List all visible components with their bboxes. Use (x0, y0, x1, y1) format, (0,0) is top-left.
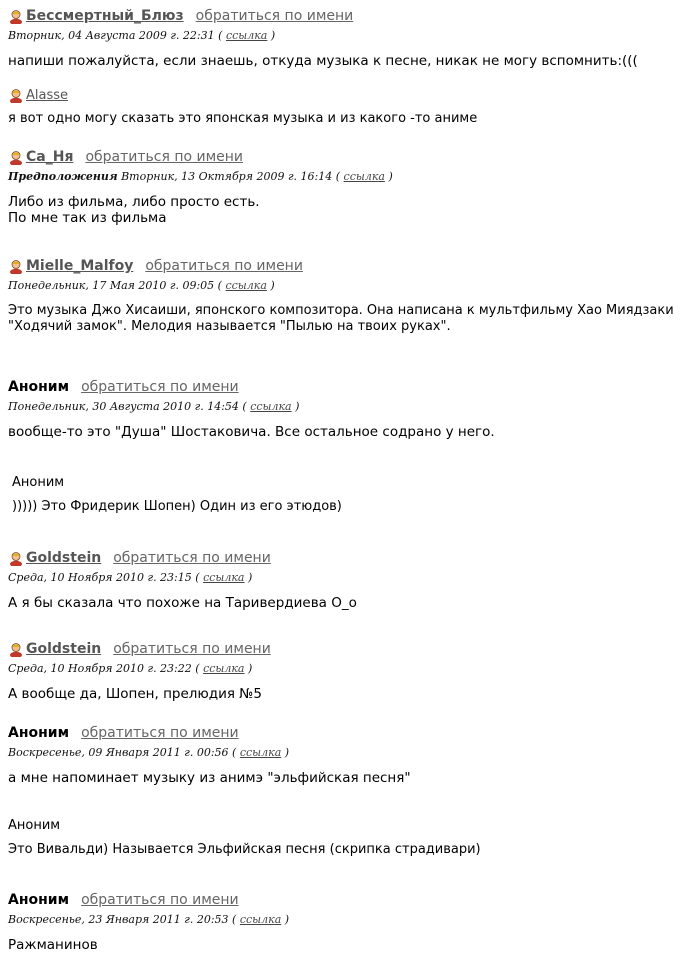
user-icon (8, 550, 24, 566)
author-name: Аноним (8, 725, 70, 741)
text-line: По мне так из фильма (8, 210, 167, 226)
comment-meta: Предположения Вторник, 13 Октября 2009 г. 16:14 ( ссылка ) (8, 170, 393, 183)
comment-date: Понедельник, 17 Мая 2010 г. 09:05 (8, 279, 215, 292)
author-link[interactable]: Бессмертный_Блюз (26, 8, 184, 24)
user-icon (8, 87, 24, 103)
comment (8, 639, 690, 702)
comment-date: Среда, 10 Ноября 2010 г. 23:22 (8, 662, 192, 675)
reply-link[interactable]: обратиться по имени (113, 550, 271, 566)
comment-meta: Воскресенье, 09 Января 2011 г. 00:56 ( ссылка ) (8, 746, 290, 759)
author-link[interactable]: Alasse (26, 87, 69, 103)
author-link[interactable]: Mielle_Malfoy (26, 258, 134, 274)
comment-text: а мне напоминает музыку из анимэ "эльфийская песня" (8, 770, 411, 786)
comment-meta: Понедельник, 30 Августа 2010 г. 14:54 ( ссылка ) (8, 400, 300, 413)
comment-date: Воскресенье, 09 Января 2011 г. 00:56 (8, 746, 229, 759)
comment-text: Это Вивальди) Называется Эльфийская песня (скрипка страдивари) (8, 842, 481, 857)
permalink[interactable]: ссылка (239, 746, 282, 759)
comment-text: ))))) Это Фридерик Шопен) Один из его этюдов) (12, 499, 342, 514)
comment (8, 818, 690, 858)
comment-date: Вторник, 04 Августа 2009 г. 22:31 (8, 29, 215, 42)
user-icon (8, 258, 24, 274)
author-name: Аноним (8, 892, 70, 908)
permalink[interactable]: ссылка (225, 29, 268, 42)
comment (12, 475, 690, 515)
reply-link[interactable]: обратиться по имени (113, 641, 271, 657)
reply-link[interactable]: обратиться по имени (85, 149, 244, 165)
comment (8, 6, 690, 69)
comment (8, 723, 690, 786)
author-name: Аноним (8, 379, 70, 395)
text-line: Это музыка Джо Хисаиши, японского композитора. Она написана к мультфильму Хао Миядзаки (8, 303, 674, 318)
author-name: Аноним (8, 818, 61, 833)
comment (8, 85, 690, 127)
reply-link[interactable]: обратиться по имени (81, 725, 239, 741)
comment-text (8, 194, 690, 226)
permalink[interactable]: ссылка (225, 279, 267, 292)
author-link[interactable]: Goldstein (26, 550, 102, 566)
comment-date: Вторник, 13 Октября 2009 г. 16:14 (121, 170, 333, 183)
permalink[interactable]: ссылка (250, 400, 292, 413)
comment (8, 377, 690, 440)
reply-link[interactable]: обратиться по имени (145, 258, 303, 274)
comment-date: Понедельник, 30 Августа 2010 г. 14:54 (8, 400, 239, 413)
comment-text: напиши пожалуйста, если знаешь, откуда музыка к песне, никак не могу вспомнить:((( (8, 53, 638, 69)
comment-date: Среда, 10 Ноября 2010 г. 23:15 (8, 571, 192, 584)
permalink[interactable]: ссылка (203, 662, 245, 675)
user-icon (8, 149, 24, 165)
comment (8, 147, 690, 226)
comment-meta: Понедельник, 17 Мая 2010 г. 09:05 ( ссылка ) (8, 279, 275, 292)
author-link[interactable]: Goldstein (26, 641, 102, 657)
comment-text (8, 303, 690, 335)
comment-meta: Среда, 10 Ноября 2010 г. 23:22 ( ссылка ) (8, 662, 253, 675)
comment (8, 256, 690, 335)
comment-text: Ражманинов (8, 937, 98, 953)
permalink[interactable]: ссылка (239, 913, 282, 926)
comment-meta: Вторник, 04 Августа 2009 г. 22:31 ( ссылка ) (8, 29, 276, 42)
comment-meta: Воскресенье, 23 Января 2011 г. 20:53 ( ссылка ) (8, 913, 290, 926)
comment-date: Воскресенье, 23 Января 2011 г. 20:53 (8, 913, 229, 926)
comment (8, 890, 690, 953)
comment-text: я вот одно могу сказать это японская музыка и из какого -то аниме (8, 111, 478, 126)
permalink[interactable]: ссылка (203, 571, 245, 584)
comment-tag: Предположения (8, 170, 118, 183)
comment-text: А я бы сказала что похоже на Таривердиева О_о (8, 595, 357, 611)
user-icon (8, 8, 24, 24)
permalink[interactable]: ссылка (343, 170, 385, 183)
comment (8, 548, 690, 611)
author-name: Аноним (12, 475, 65, 490)
reply-link[interactable]: обратиться по имени (81, 892, 239, 908)
comment-text: А вообще да, Шопен, прелюдия №5 (8, 686, 262, 702)
reply-link[interactable]: обратиться по имени (81, 379, 239, 395)
reply-link[interactable]: обратиться по имени (195, 8, 354, 24)
text-line: Либо из фильма, либо просто есть. (8, 194, 260, 210)
comment-meta: Среда, 10 Ноября 2010 г. 23:15 ( ссылка ) (8, 571, 253, 584)
comment-text: вообще-то это "Душа" Шостаковича. Все остальное содрано у него. (8, 424, 495, 440)
user-icon (8, 641, 24, 657)
author-link[interactable]: Ca_Ня (26, 149, 74, 165)
text-line: "Ходячий замок". Мелодия называется "Пылью на твоих руках". (8, 319, 451, 334)
